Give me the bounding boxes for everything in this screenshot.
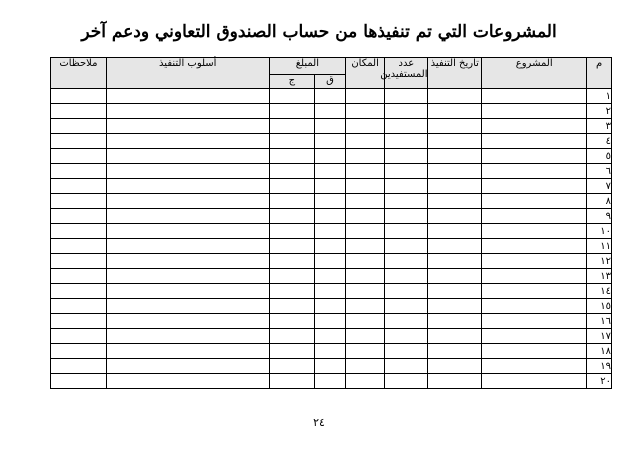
amount-q-cell [315,149,346,164]
project-cell [482,224,587,239]
method-cell [106,164,269,179]
notes-cell [51,119,107,134]
table-row [51,209,612,224]
method-cell [106,254,269,269]
beneficiaries-cell [385,194,428,209]
beneficiaries-cell [385,329,428,344]
row-number: ١٤ [587,284,612,299]
place-cell [346,209,385,224]
row-number: ١٠ [587,224,612,239]
notes-cell [51,179,107,194]
project-cell [482,254,587,269]
header-beneficiaries-line2: المستفيدين [380,69,428,80]
date-cell [428,284,482,299]
table-row [51,134,612,149]
method-cell [106,329,269,344]
amount-j-cell [269,164,314,179]
row-number: ٩ [587,209,612,224]
row-number: ١٥ [587,299,612,314]
amount-j-cell [269,359,314,374]
row-number: ٨ [587,194,612,209]
place-cell [346,329,385,344]
method-cell [106,149,269,164]
table-row [51,269,612,284]
date-cell [428,254,482,269]
date-cell [428,269,482,284]
amount-j-cell [269,344,314,359]
notes-cell [51,104,107,119]
amount-q-cell [315,179,346,194]
beneficiaries-cell [385,104,428,119]
place-cell [346,224,385,239]
notes-cell [51,299,107,314]
table-row [51,224,612,239]
row-number: ١٣ [587,269,612,284]
project-cell [482,104,587,119]
place-cell [346,149,385,164]
amount-j-cell [269,194,314,209]
header-execution-method: أسلوب التنفيذ [106,58,269,89]
beneficiaries-cell [385,299,428,314]
amount-j-cell [269,299,314,314]
method-cell [106,209,269,224]
row-number: ١٩ [587,359,612,374]
amount-q-cell [315,359,346,374]
notes-cell [51,359,107,374]
row-number: ١ [587,89,612,104]
notes-cell [51,329,107,344]
amount-j-cell [269,254,314,269]
notes-cell [51,344,107,359]
method-cell [106,284,269,299]
amount-j-cell [269,284,314,299]
notes-cell [51,134,107,149]
row-number: ١٧ [587,329,612,344]
method-cell [106,359,269,374]
amount-j-cell [269,269,314,284]
amount-q-cell [315,284,346,299]
date-cell [428,329,482,344]
row-number: ٣ [587,119,612,134]
beneficiaries-cell [385,119,428,134]
method-cell [106,119,269,134]
notes-cell [51,89,107,104]
table-row [51,344,612,359]
notes-cell [51,149,107,164]
header-amount: المبلغ [269,58,345,75]
place-cell [346,269,385,284]
page-number: ٢٤ [313,416,325,429]
table-row [51,284,612,299]
place-cell [346,104,385,119]
table-row [51,314,612,329]
beneficiaries-cell [385,149,428,164]
beneficiaries-cell [385,164,428,179]
method-cell [106,179,269,194]
amount-q-cell [315,104,346,119]
project-cell [482,149,587,164]
amount-q-cell [315,89,346,104]
project-cell [482,179,587,194]
notes-cell [51,254,107,269]
place-cell [346,359,385,374]
method-cell [106,104,269,119]
header-number: م [587,58,612,89]
amount-j-cell [269,314,314,329]
amount-j-cell [269,374,314,389]
date-cell [428,374,482,389]
place-cell [346,374,385,389]
place-cell [346,344,385,359]
header-project: المشروع [482,58,587,89]
amount-q-cell [315,374,346,389]
row-number: ٦ [587,164,612,179]
date-cell [428,209,482,224]
beneficiaries-cell [385,359,428,374]
page-title: المشروعات التي تم تنفيذها من حساب الصندوق التعاوني ودعم آخر [81,22,557,42]
table-row [51,149,612,164]
amount-q-cell [315,269,346,284]
project-cell [482,164,587,179]
method-cell [106,314,269,329]
date-cell [428,119,482,134]
project-cell [482,299,587,314]
project-cell [482,284,587,299]
beneficiaries-cell [385,269,428,284]
row-number: ٥ [587,149,612,164]
notes-cell [51,239,107,254]
projects-table [50,57,612,389]
beneficiaries-cell [385,374,428,389]
row-number: ١١ [587,239,612,254]
method-cell [106,134,269,149]
table-row [51,179,612,194]
table-row [51,374,612,389]
date-cell [428,224,482,239]
place-cell [346,164,385,179]
place-cell [346,194,385,209]
place-cell [346,119,385,134]
header-execution-date: تاريخ التنفيذ [428,58,482,89]
amount-j-cell [269,119,314,134]
amount-q-cell [315,209,346,224]
notes-cell [51,209,107,224]
project-cell [482,314,587,329]
place-cell [346,239,385,254]
place-cell [346,179,385,194]
table-body [51,89,612,389]
table-row [51,164,612,179]
amount-q-cell [315,194,346,209]
row-number: ٢٠ [587,374,612,389]
project-cell [482,209,587,224]
table-row [51,359,612,374]
amount-q-cell [315,164,346,179]
table-row [51,329,612,344]
amount-q-cell [315,119,346,134]
row-number: ٧ [587,179,612,194]
amount-q-cell [315,239,346,254]
amount-q-cell [315,254,346,269]
date-cell [428,239,482,254]
method-cell [106,269,269,284]
beneficiaries-cell [385,224,428,239]
method-cell [106,344,269,359]
place-cell [346,284,385,299]
notes-cell [51,314,107,329]
beneficiaries-cell [385,239,428,254]
header-amount-q: ق [315,75,346,89]
date-cell [428,359,482,374]
beneficiaries-cell [385,134,428,149]
row-number: ١٦ [587,314,612,329]
project-cell [482,134,587,149]
amount-j-cell [269,224,314,239]
table-row [51,194,612,209]
table-row [51,299,612,314]
method-cell [106,89,269,104]
method-cell [106,194,269,209]
notes-cell [51,224,107,239]
amount-q-cell [315,314,346,329]
beneficiaries-cell [385,209,428,224]
method-cell [106,374,269,389]
date-cell [428,134,482,149]
notes-cell [51,284,107,299]
project-cell [482,119,587,134]
header-notes: ملاحظات [51,58,107,89]
amount-q-cell [315,299,346,314]
method-cell [106,299,269,314]
notes-cell [51,194,107,209]
row-number: ٢ [587,104,612,119]
notes-cell [51,269,107,284]
method-cell [106,224,269,239]
amount-j-cell [269,149,314,164]
project-cell [482,269,587,284]
amount-q-cell [315,344,346,359]
place-cell [346,314,385,329]
table-row [51,254,612,269]
header-beneficiaries-line1: عدد [398,58,415,69]
row-number: ١٢ [587,254,612,269]
header-place: المكان [346,58,385,89]
header-beneficiaries [380,58,428,89]
date-cell [428,104,482,119]
project-cell [482,194,587,209]
date-cell [428,89,482,104]
date-cell [428,314,482,329]
beneficiaries-cell [385,284,428,299]
place-cell [346,89,385,104]
project-cell [482,344,587,359]
place-cell [346,134,385,149]
date-cell [428,344,482,359]
table-row [51,104,612,119]
beneficiaries-cell [385,344,428,359]
date-cell [428,149,482,164]
project-cell [482,359,587,374]
beneficiaries-cell [385,254,428,269]
project-cell [482,374,587,389]
beneficiaries-cell [385,89,428,104]
date-cell [428,194,482,209]
notes-cell [51,164,107,179]
row-number: ٤ [587,134,612,149]
beneficiaries-cell [385,314,428,329]
table-row [51,119,612,134]
project-cell [482,329,587,344]
header-amount-j: ج [269,75,314,89]
beneficiaries-cell [385,179,428,194]
amount-j-cell [269,209,314,224]
method-cell [106,239,269,254]
amount-j-cell [269,179,314,194]
place-cell [346,299,385,314]
date-cell [428,164,482,179]
amount-q-cell [315,329,346,344]
amount-j-cell [269,329,314,344]
place-cell [346,254,385,269]
date-cell [428,299,482,314]
date-cell [428,179,482,194]
amount-q-cell [315,134,346,149]
amount-j-cell [269,134,314,149]
project-cell [482,239,587,254]
amount-j-cell [269,239,314,254]
amount-j-cell [269,104,314,119]
table-row [51,89,612,104]
row-number: ١٨ [587,344,612,359]
notes-cell [51,374,107,389]
amount-j-cell [269,89,314,104]
project-cell [482,89,587,104]
table-row [51,239,612,254]
amount-q-cell [315,224,346,239]
